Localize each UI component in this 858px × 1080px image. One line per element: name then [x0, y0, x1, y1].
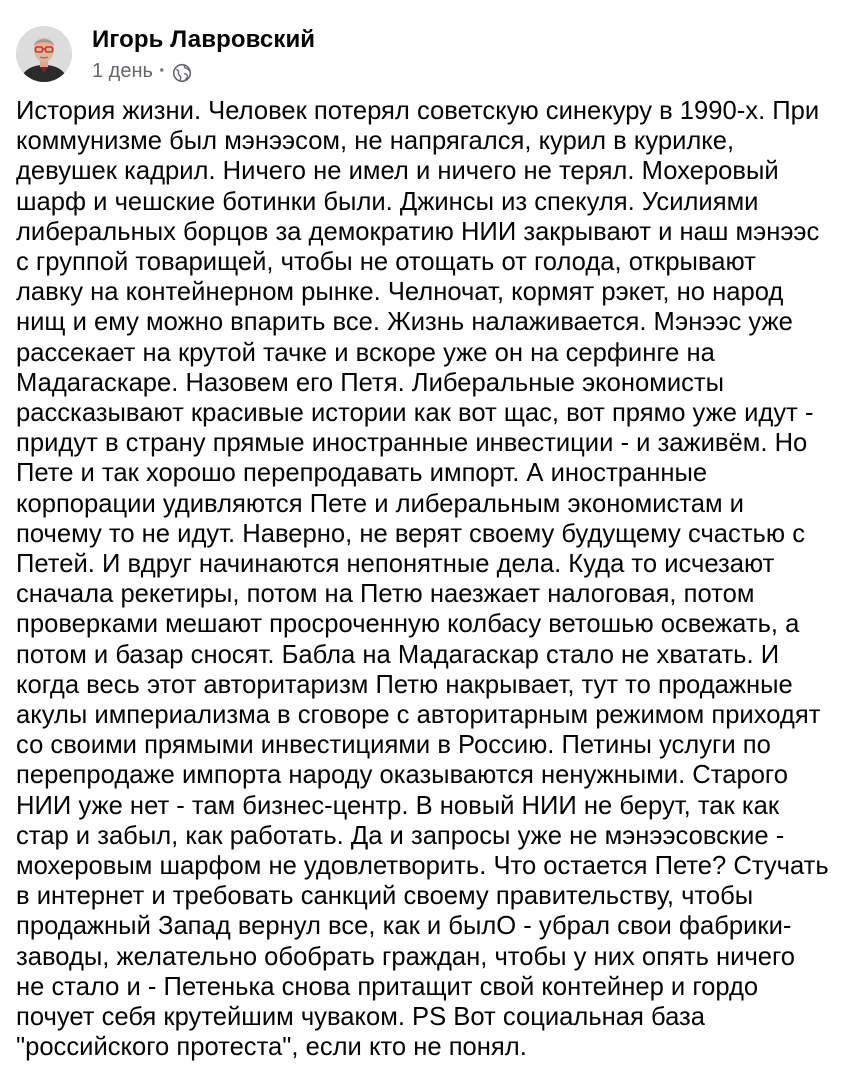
author-name[interactable]: Игорь Лавровский — [92, 26, 316, 53]
post-text-line: со своими прямыми инвестициями в Россию. Петины услуги по — [16, 731, 771, 760]
post-text-line: рассказывают красивые истории как вот щас, вот прямо уже идут - — [16, 399, 814, 428]
post-text-line: Пете и так хорошо перепродавать импорт. А иностранные — [16, 459, 708, 488]
post-text-line: коммунизме был мэнээсом, не напрягался, курил в курилке, — [16, 127, 735, 156]
post-text-line: Петей. И вдруг начинаются непонятные дела. Куда то исчезают — [16, 550, 775, 579]
post-text-line: сначала рекетиры, потом на Петю наезжает налоговая, потом — [16, 580, 755, 609]
post-text-line: корпорации удивляются Пете и либеральным экономистам и — [16, 489, 744, 518]
post-text-line: НИИ уже нет - там бизнес-центр. В новый НИИ не берут, так как — [16, 791, 780, 820]
post-text-line: проверками мешают просроченную колбасу ветошью освежать, а — [16, 610, 800, 639]
post-text-line: История жизни. Человек потерял советскую синекуру в 1990-х. При — [16, 97, 820, 125]
post-text-line: почему то не идут. Наверно, не верят своему будущему счастью с — [16, 519, 805, 548]
post-text-line: либеральных борцов за демократию НИИ закрывают и наш мэнээс — [16, 217, 820, 246]
post-meta — [92, 60, 192, 83]
post-text-line: с группой товарищей, чтобы не отощать от голода, открывают — [16, 248, 756, 277]
post-text-line: потом и базар сносят. Бабла на Мадагаскар стало не хватать. И — [16, 640, 780, 669]
post-text-line: не стало и - Петенька снова притащит свой контейнер и гордо — [16, 972, 759, 1001]
post-text-line: заводы, желательно обобрать граждан, чтобы у них опять ничего — [16, 942, 796, 971]
post-text-line: Мадагаскаре. Назовем его Петя. Либеральные экономисты — [16, 368, 725, 397]
post-text-line: продажный Запад вернул все, как и былО - убрал свои фабрики- — [16, 912, 792, 941]
post-text-line: в интернет и требовать санкций своему правительству, чтобы — [16, 882, 754, 911]
post-time[interactable]: 1 день — [92, 60, 153, 82]
globe-icon[interactable] — [172, 63, 192, 83]
post-text-line: лавку на контейнерном рынке. Челночат, кормят рэкет, но народ — [16, 278, 784, 307]
post-text-line: мохеровым шарфом не удовлетворить. Что остается Пете? Стучать — [16, 852, 829, 881]
avatar[interactable] — [16, 26, 72, 82]
post-text-line: рассекает на крутой тачке и вскоре уже он на серфинге на — [16, 338, 715, 367]
post-text-line: акулы империализма в сговоре с авторитарным режимом приходят — [16, 701, 821, 730]
post-text-line: "российского протеста", если кто не понял. — [16, 1033, 527, 1062]
post-body — [16, 96, 850, 1063]
post-text-line: стар и забыл, как работать. Да и запросы уже не мэнээсовские - — [16, 821, 785, 850]
post-text-line: придут в страну прямые иностранные инвестиции - и заживём. Но — [16, 429, 808, 458]
post-text-line: перепродаже импорта народу оказываются ненужными. Старого — [16, 761, 788, 790]
post-text-line: шарф и чешские ботинки были. Джинсы из спекуля. Усилиями — [16, 187, 759, 216]
post-text-line: почует себя крутейшим чуваком. PS Вот социальная база — [16, 1003, 705, 1032]
post-text-line: когда весь этот авторитаризм Петю накрывает, тут то продажные — [16, 670, 793, 699]
post-text-line: нищ и ему можно впарить все. Жизнь налаживается. Мэнээс уже — [16, 308, 793, 337]
post-text-line: девушек кадрил. Ничего не имел и ничего не терял. Мохеровый — [16, 157, 779, 186]
meta-separator: · — [158, 60, 166, 82]
